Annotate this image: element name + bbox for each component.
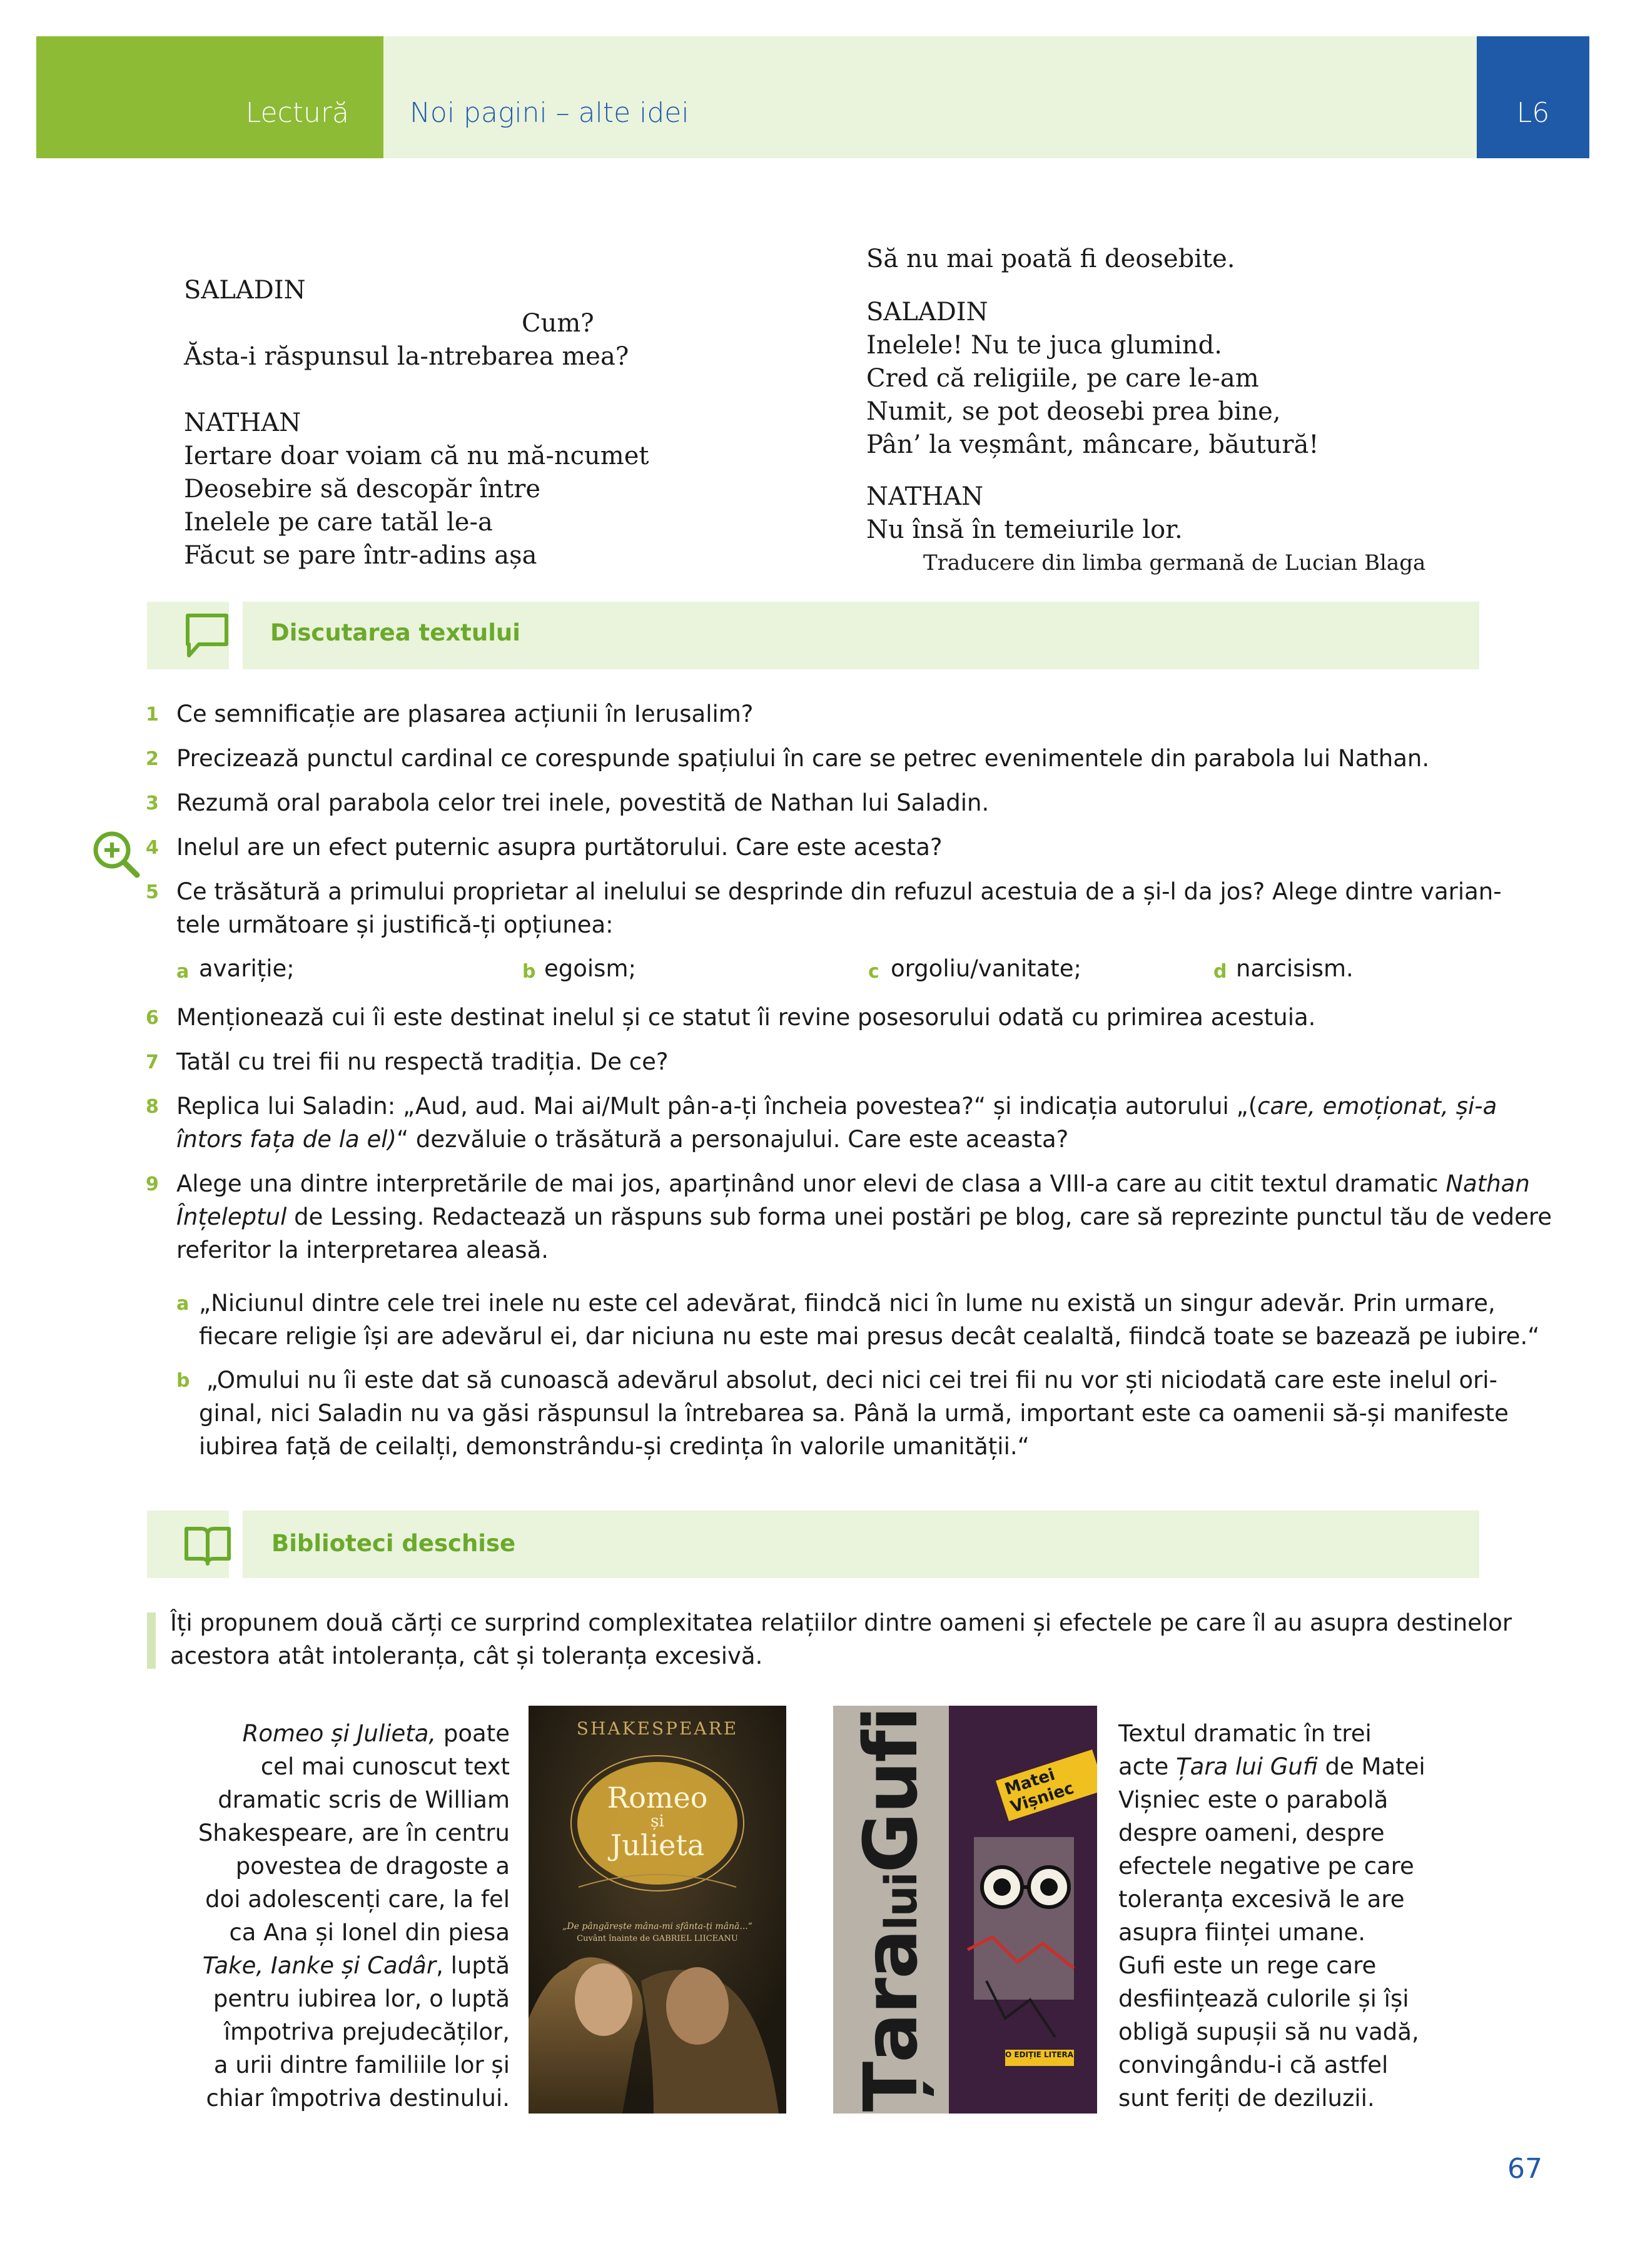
header-section-title: Noi pagini – alte idei — [410, 97, 689, 129]
lesson-code: L6 — [1516, 97, 1550, 129]
dialogue-line: Inelele pe care tatăl le-a — [184, 508, 493, 537]
cover-publisher: O EDIȚIE LITERA — [1005, 2050, 1074, 2059]
library-intro: Îți propunem două cărți ce surprind complexitatea relațiilor dintre oameni și efectele pe care îl au asupra destinelor — [170, 1609, 1512, 1636]
cover-title-line: Julieta — [610, 1828, 705, 1862]
dialogue-line: Iertare doar voiam că nu mă-ncumet — [184, 442, 649, 470]
question-number: 6 — [146, 1007, 159, 1029]
speech-bubble-icon — [183, 612, 233, 662]
dialogue-line: Deosebire să descopăr între — [184, 475, 541, 504]
question-text: referitor la interpretarea aleasă. — [176, 1237, 549, 1263]
question-text: Alege una dintre interpretările de mai jos, aparținând unor elevi de clasa a VIII-a care au citit textul dramatic Nathan — [176, 1170, 1530, 1197]
cover-quote: „De pângărește mâna-mi sfânta-ți mână...“ — [562, 1921, 752, 1931]
cover-title-line: Romeo — [607, 1781, 708, 1815]
option-text: narcisism. — [1236, 955, 1354, 982]
speaker-nathan: NATHAN — [866, 482, 984, 511]
interpretation-text: fiecare religie își are adevărul ei, dar niciuna nu este mai presus decât cealaltă, fiindcă toate se bazează pe iubire.“ — [199, 1323, 1540, 1350]
cover-author: Matei Vișniec — [996, 1749, 1097, 1821]
zoom-in-icon[interactable] — [91, 829, 141, 879]
header-category: Lectură — [245, 97, 349, 129]
open-book-icon — [183, 1520, 233, 1570]
option-text: orgoliu/vanitate; — [891, 955, 1082, 982]
speaker-nathan: NATHAN — [184, 408, 301, 437]
question-number: 3 — [146, 792, 159, 814]
question-text: întors fața de la el)“ dezvăluie o trăsătură a personajului. Care este aceasta? — [176, 1126, 1069, 1153]
discussion-title: Discutarea textului — [270, 619, 520, 646]
question-number: 8 — [146, 1096, 159, 1118]
interpretation-text: „Omului nu îi este dat să cunoască adevărul absolut, deci nici cei trei fii nu vor ști niciodată care este inelul ori- — [199, 1367, 1497, 1394]
interpretation-text: „Niciunul dintre cele trei inele nu este cel adevărat, fiindcă nici în lume nu există un singur adevăr. Prin urmare, — [199, 1290, 1496, 1317]
dialogue-line: Cred că religiile, pe care le-am — [866, 364, 1259, 393]
speaker-saladin: SALADIN — [184, 276, 306, 305]
cover-title-line: și — [651, 1812, 664, 1831]
book1-cover[interactable] — [529, 1706, 786, 2114]
question-number: 7 — [146, 1051, 159, 1073]
option-text: egoism; — [544, 955, 636, 982]
speaker-saladin: SALADIN — [866, 298, 988, 327]
dialogue-line: Să nu mai poată fi deosebite. — [866, 245, 1235, 273]
question-number: 2 — [146, 748, 159, 770]
question-text: tele următoare și justifică-ți opțiunea: — [176, 911, 614, 938]
question-text: Ce trăsătură a primului proprietar al inelului se desprinde din refuzul acestuia de a și-l da jos? Alege dintre varian- — [176, 878, 1502, 905]
cover-illustration — [949, 1812, 1097, 2087]
question-number: 9 — [146, 1173, 159, 1195]
dialogue-line: Făcut se pare într-adins așa — [184, 541, 537, 570]
option-letter: d — [1213, 961, 1227, 983]
question-text: Inelul are un efect puternic asupra purtătorului. Care este acesta? — [176, 834, 943, 861]
book1-description: Romeo și Julieta, poate cel mai cunoscut text dramatic scris de William Shakespeare, are în centru povestea de dragoste a doi adolescenți care, la fel ca Ana și Ionel din piesa Take, Ianke și Cadâr, luptă pentru iubirea lor, o luptă împotriva prejudecăților, a urii dintre familiile lor și chiar împotriva destinului. — [198, 1720, 510, 2112]
question-number: 4 — [146, 837, 159, 859]
interpretation-letter: a — [176, 1293, 190, 1315]
library-intro: acestora atât intoleranța, cât și toleranța excesivă. — [170, 1643, 763, 1669]
book2-description: Textul dramatic în trei acte Țara lui Gufi de Matei Vișniec este o parabolă despre oameni, despre efectele negative pe care toleranța excesivă le are asupra ființei umane. Gufi este un rege care desființează culorile și își obligă supușii să nu vadă, convingându-i că astfel sunt feriți de deziluzii. — [1118, 1720, 1425, 2112]
question-text: Menționează cui îi este destinat inelul și ce statut îi revine posesorului odată cu primirea acestuia. — [176, 1004, 1316, 1031]
question-text: Precizează punctul cardinal ce corespunde spațiului în care se petrec evenimentele din parabola lui Nathan. — [176, 745, 1430, 772]
dialogue-line: Inelele! Nu te juca glumind. — [866, 331, 1222, 360]
option-text: avariție; — [199, 955, 295, 982]
option-letter: c — [868, 961, 879, 983]
question-text: Înțeleptul de Lessing. Redactează un răspuns sub forma unei postări pe blog, care să reprezinte punctul tău de vedere — [176, 1203, 1552, 1230]
dialogue-line: Pân’ la veșmânt, mâncare, băutură! — [866, 430, 1319, 459]
question-text: Ce semnificație are plasarea acțiunii în Ierusalim? — [176, 701, 754, 727]
dialogue-line: Numit, se pot deosebi prea bine, — [866, 397, 1281, 426]
option-letter: b — [522, 961, 536, 983]
question-number: 5 — [146, 881, 159, 903]
dialogue-line: Ăsta-i răspunsul la-ntrebarea mea? — [184, 342, 629, 371]
book2-cover[interactable] — [833, 1706, 1097, 2114]
interpretation-letter: b — [176, 1370, 190, 1392]
question-text: Tatăl cu trei fii nu respectă tradiția. De ce? — [176, 1048, 669, 1075]
cover-vertical-title: ȚaraluiGufi — [848, 1707, 934, 2112]
cover-author: SHAKESPEARE — [576, 1718, 739, 1739]
question-number: 1 — [146, 704, 159, 726]
interpretation-text: ginal, nici Saladin nu va găsi răspunsul la întrebarea sa. Până la urmă, important este ca oamenii să-și manifeste — [199, 1400, 1509, 1427]
page-number: 67 — [1507, 2153, 1542, 2185]
question-text: Replica lui Saladin: „Aud, aud. Mai ai/Mult pân-a-ți încheia povestea?“ și indicația autorului „(care, emoționat, și-a — [176, 1093, 1497, 1120]
intro-accent-bar — [147, 1612, 156, 1669]
dialogue-line: Nu însă în temeiurile lor. — [866, 515, 1183, 544]
translation-credit: Traducere din limba germană de Lucian Blaga — [923, 550, 1426, 575]
interpretation-text: iubirea față de ceilalți, demonstrându-și credința în valorile umanității.“ — [199, 1433, 1030, 1460]
question-text: Rezumă oral parabola celor trei inele, povestită de Nathan lui Saladin. — [176, 789, 990, 816]
library-title: Biblioteci deschise — [271, 1530, 516, 1557]
cover-translator: Cuvânt înainte de GABRIEL LIICEANU — [577, 1934, 738, 1943]
option-letter: a — [176, 961, 190, 983]
dialogue-line: Cum? — [522, 309, 594, 338]
